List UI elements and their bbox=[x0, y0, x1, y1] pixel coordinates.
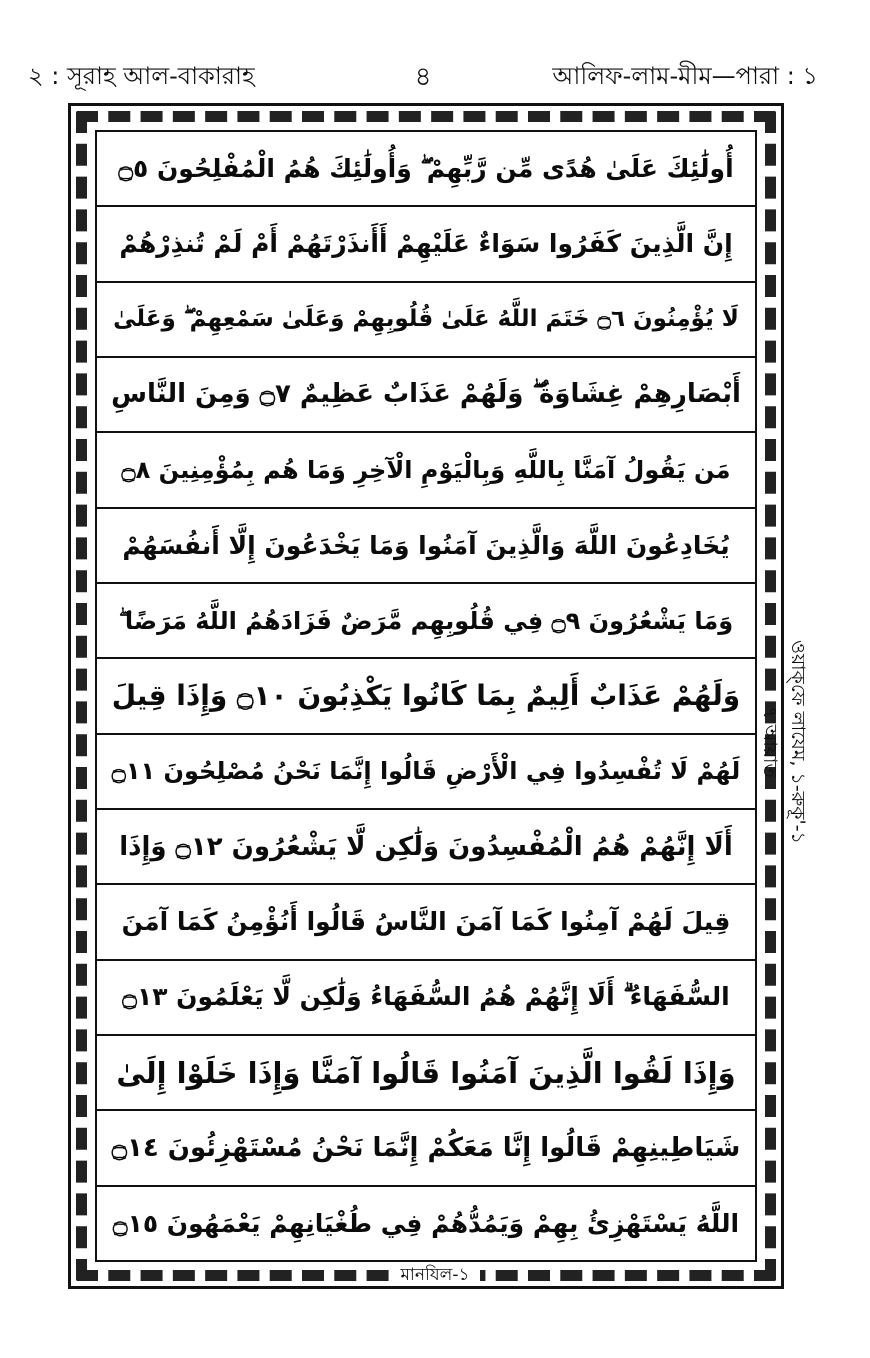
verse-line: لَا يُؤْمِنُونَ ۝٦ خَتَمَ اللَّهُ عَلَىٰ قُلُوبِهِمْ وَعَلَىٰ سَمْعِهِمْ ۖ وَعَلَىٰ bbox=[97, 283, 755, 358]
verse-line: إِنَّ الَّذِينَ كَفَرُوا سَوَاءٌ عَلَيْهِمْ أَأَنذَرْتَهُمْ أَمْ لَمْ تُنذِرْهُمْ bbox=[97, 207, 755, 282]
verse-line: وَمَا يَشْعُرُونَ ۝٩ فِي قُلُوبِهِم مَّرَضٌ فَزَادَهُمُ اللَّهُ مَرَضًا ۖ bbox=[97, 584, 755, 659]
surah-title: ২ : সূরাহ আল-বাকারাহ bbox=[28, 62, 255, 90]
verse-line: وَإِذَا لَقُوا الَّذِينَ آمَنُوا قَالُوا آمَنَّا وَإِذَا خَلَوْا إِلَىٰ bbox=[97, 1036, 755, 1111]
manzil-label: মানযিল-১ bbox=[390, 1265, 479, 1285]
margin-note-line-2: ৭ আয়াত bbox=[759, 706, 781, 778]
verse-line: أَلَا إِنَّهُمْ هُمُ الْمُفْسِدُونَ وَلَٰكِن لَّا يَشْعُرُونَ ۝١٢ وَإِذَا bbox=[97, 810, 755, 885]
ornamental-border bbox=[68, 103, 784, 1289]
verse-line: السُّفَهَاءُ ۗ أَلَا إِنَّهُمْ هُمُ السُّفَهَاءُ وَلَٰكِن لَّا يَعْلَمُونَ ۝١٣ bbox=[97, 961, 755, 1036]
verse-line: يُخَادِعُونَ اللَّهَ وَالَّذِينَ آمَنُوا وَمَا يَخْدَعُونَ إِلَّا أَنفُسَهُمْ bbox=[97, 509, 755, 584]
page-number: ৪ bbox=[414, 62, 432, 92]
verse-line: أَبْصَارِهِمْ غِشَاوَةٌ ۖ وَلَهُمْ عَذَابٌ عَظِيمٌ ۝٧ وَمِنَ النَّاسِ bbox=[97, 358, 755, 433]
verse-line: مَن يَقُولُ آمَنَّا بِاللَّهِ وَبِالْيَوْمِ الْآخِرِ وَمَا هُم بِمُؤْمِنِينَ ۝٨ bbox=[97, 433, 755, 508]
page-footer bbox=[0, 1262, 870, 1290]
text-block bbox=[95, 130, 757, 1262]
margin-note-line-1: ওয়াক্‌ফে লাযেম, ১-রুকূ'-১ bbox=[787, 640, 809, 844]
page-header bbox=[28, 52, 818, 92]
verse-line: قِيلَ لَهُمْ آمِنُوا كَمَا آمَنَ النَّاسُ قَالُوا أَنُؤْمِنُ كَمَا آمَنَ bbox=[97, 885, 755, 960]
verse-line: أُولَٰئِكَ عَلَىٰ هُدًى مِّن رَّبِّهِمْ ۖ وَأُولَٰئِكَ هُمُ الْمُفْلِحُونَ ۝٥ bbox=[97, 132, 755, 207]
verse-line: وَلَهُمْ عَذَابٌ أَلِيمٌ بِمَا كَانُوا يَكْذِبُونَ ۝١٠ وَإِذَا قِيلَ bbox=[97, 659, 755, 734]
para-title: আলিফ-লাম-মীম—পারা : ১ bbox=[552, 62, 818, 90]
verse-line: لَهُمْ لَا تُفْسِدُوا فِي الْأَرْضِ قَالُوا إِنَّمَا نَحْنُ مُصْلِحُونَ ۝١١ bbox=[97, 735, 755, 810]
verse-line: شَيَاطِينِهِمْ قَالُوا إِنَّا مَعَكُمْ إِنَّمَا نَحْنُ مُسْتَهْزِئُونَ ۝١٤ bbox=[97, 1111, 755, 1186]
margin-note bbox=[756, 640, 812, 844]
verse-line: اللَّهُ يَسْتَهْزِئُ بِهِمْ وَيَمُدُّهُمْ فِي طُغْيَانِهِمْ يَعْمَهُونَ ۝١٥ bbox=[112, 1208, 740, 1238]
